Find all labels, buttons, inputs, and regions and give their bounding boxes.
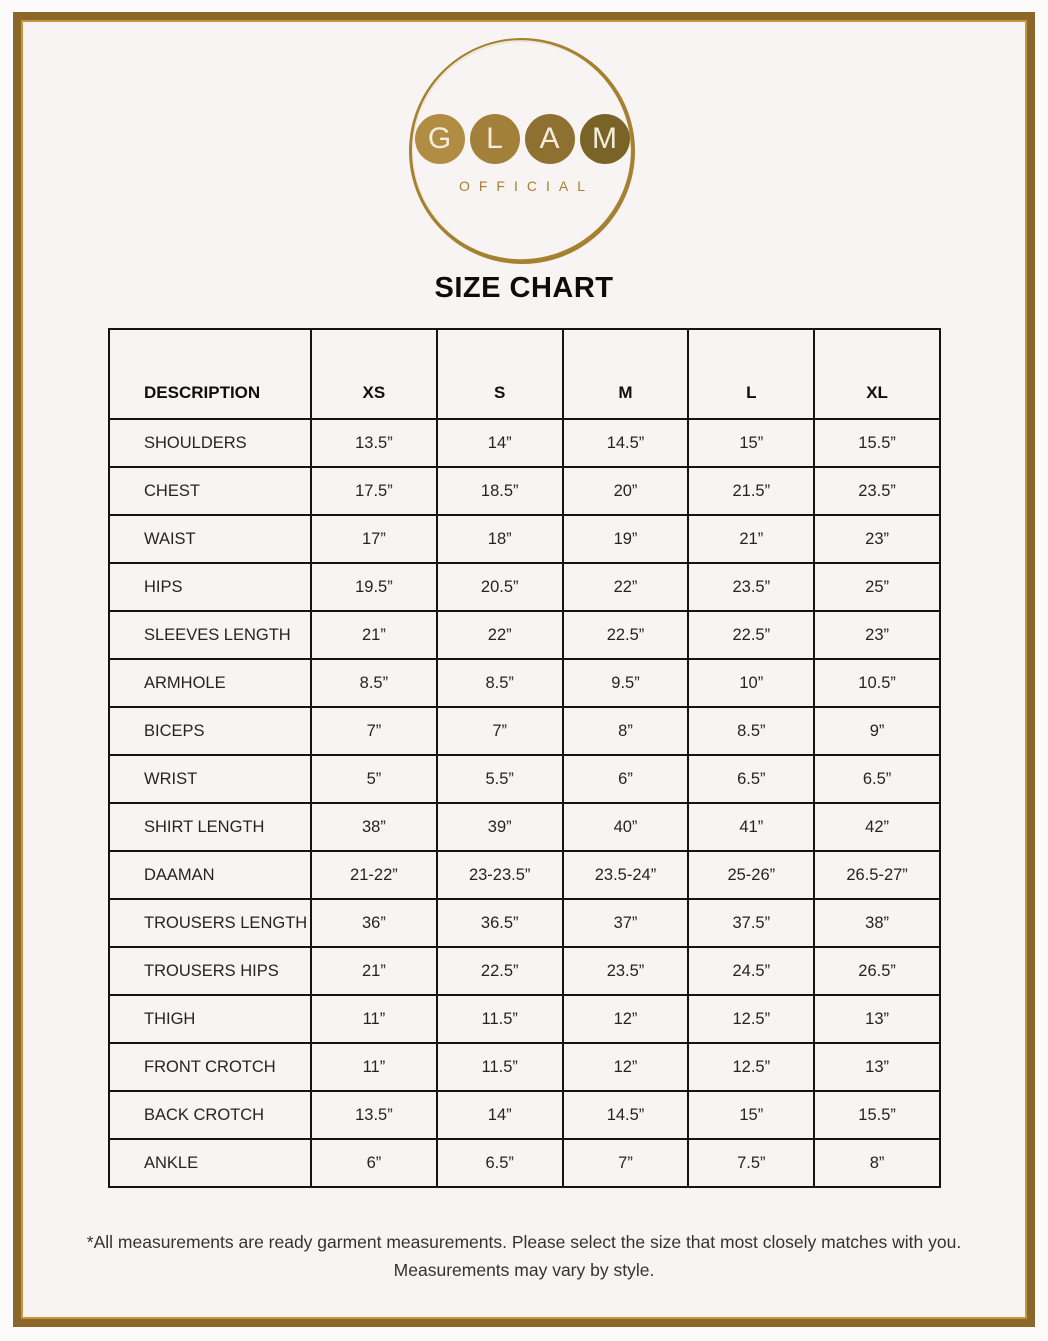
size-value: 6”: [311, 1139, 437, 1187]
size-value: 21.5”: [688, 467, 814, 515]
size-value: 11.5”: [437, 995, 563, 1043]
size-value: 9.5”: [563, 659, 689, 707]
size-value: 21”: [311, 611, 437, 659]
row-label: DAAMAN: [109, 851, 311, 899]
size-value: 12.5”: [688, 1043, 814, 1091]
size-value: 19”: [563, 515, 689, 563]
size-value: 23.5”: [814, 467, 940, 515]
size-value: 37”: [563, 899, 689, 947]
logo-letter-circle: L: [470, 114, 520, 164]
row-label: THIGH: [109, 995, 311, 1043]
size-value: 23”: [814, 611, 940, 659]
size-value: 13”: [814, 1043, 940, 1091]
size-value: 8”: [563, 707, 689, 755]
logo-letter-circle: A: [525, 114, 575, 164]
size-value: 10.5”: [814, 659, 940, 707]
size-value: 23.5-24”: [563, 851, 689, 899]
size-value: 21”: [311, 947, 437, 995]
size-value: 14”: [437, 419, 563, 467]
size-value: 9”: [814, 707, 940, 755]
size-value: 26.5”: [814, 947, 940, 995]
column-header-description: DESCRIPTION: [109, 329, 311, 419]
size-value: 26.5-27”: [814, 851, 940, 899]
size-value: 39”: [437, 803, 563, 851]
size-value: 23”: [814, 515, 940, 563]
logo-letters-row: [409, 114, 635, 164]
size-value: 12.5”: [688, 995, 814, 1043]
footer-line-2: Measurements may vary by style.: [393, 1260, 655, 1280]
row-label: CHEST: [109, 467, 311, 515]
row-label: WRIST: [109, 755, 311, 803]
size-value: 22”: [563, 563, 689, 611]
row-label: SHIRT LENGTH: [109, 803, 311, 851]
column-header-m: M: [563, 329, 689, 419]
table-row: [109, 563, 940, 611]
column-header-l: L: [688, 329, 814, 419]
size-value: 14”: [437, 1091, 563, 1139]
table-row: [109, 659, 940, 707]
size-value: 17”: [311, 515, 437, 563]
row-label: SHOULDERS: [109, 419, 311, 467]
table-row: [109, 515, 940, 563]
size-value: 41”: [688, 803, 814, 851]
size-value: 5.5”: [437, 755, 563, 803]
size-value: 38”: [814, 899, 940, 947]
row-label: SLEEVES LENGTH: [109, 611, 311, 659]
size-value: 20.5”: [437, 563, 563, 611]
footer-note: [0, 1228, 1048, 1284]
size-table-body: [109, 419, 940, 1187]
size-value: 21”: [688, 515, 814, 563]
size-value: 37.5”: [688, 899, 814, 947]
size-value: 13”: [814, 995, 940, 1043]
logo-letter-circle: M: [580, 114, 630, 164]
row-label: BACK CROTCH: [109, 1091, 311, 1139]
size-value: 42”: [814, 803, 940, 851]
size-value: 8.5”: [437, 659, 563, 707]
row-label: WAIST: [109, 515, 311, 563]
size-chart-table: [108, 328, 941, 1188]
row-label: HIPS: [109, 563, 311, 611]
size-value: 22.5”: [563, 611, 689, 659]
size-value: 17.5”: [311, 467, 437, 515]
size-value: 7”: [563, 1139, 689, 1187]
size-value: 25-26”: [688, 851, 814, 899]
size-value: 23.5”: [563, 947, 689, 995]
table-row: [109, 707, 940, 755]
table-row: [109, 1139, 940, 1187]
size-value: 7.5”: [688, 1139, 814, 1187]
table-row: [109, 1091, 940, 1139]
table-row: [109, 755, 940, 803]
footer-line-1: *All measurements are ready garment measurements. Please select the size that most closely matches with you.: [86, 1232, 962, 1252]
size-value: 36.5”: [437, 899, 563, 947]
size-value: 22”: [437, 611, 563, 659]
size-value: 19.5”: [311, 563, 437, 611]
table-row: [109, 851, 940, 899]
size-value: 25”: [814, 563, 940, 611]
size-value: 10”: [688, 659, 814, 707]
brand-logo: [409, 38, 635, 264]
size-value: 6.5”: [814, 755, 940, 803]
size-value: 15.5”: [814, 1091, 940, 1139]
size-value: 11”: [311, 1043, 437, 1091]
size-value: 11”: [311, 995, 437, 1043]
size-value: 15”: [688, 419, 814, 467]
size-value: 11.5”: [437, 1043, 563, 1091]
row-label: FRONT CROTCH: [109, 1043, 311, 1091]
size-value: 38”: [311, 803, 437, 851]
size-value: 21-22”: [311, 851, 437, 899]
size-value: 23-23.5”: [437, 851, 563, 899]
size-value: 12”: [563, 995, 689, 1043]
size-value: 22.5”: [437, 947, 563, 995]
size-value: 7”: [311, 707, 437, 755]
table-row: [109, 803, 940, 851]
size-value: 8.5”: [688, 707, 814, 755]
size-value: 8”: [814, 1139, 940, 1187]
size-value: 40”: [563, 803, 689, 851]
table-row: [109, 419, 940, 467]
size-value: 6.5”: [437, 1139, 563, 1187]
size-value: 20”: [563, 467, 689, 515]
size-value: 15”: [688, 1091, 814, 1139]
size-value: 7”: [437, 707, 563, 755]
size-value: 8.5”: [311, 659, 437, 707]
size-value: 23.5”: [688, 563, 814, 611]
row-label: BICEPS: [109, 707, 311, 755]
table-row: [109, 899, 940, 947]
size-value: 13.5”: [311, 1091, 437, 1139]
logo-letter-circle: G: [415, 114, 465, 164]
size-value: 18”: [437, 515, 563, 563]
table-header-row: [109, 329, 940, 419]
row-label: TROUSERS LENGTH: [109, 899, 311, 947]
size-value: 18.5”: [437, 467, 563, 515]
size-value: 14.5”: [563, 1091, 689, 1139]
table-row: [109, 995, 940, 1043]
size-value: 6”: [563, 755, 689, 803]
size-value: 22.5”: [688, 611, 814, 659]
size-value: 14.5”: [563, 419, 689, 467]
table-row: [109, 1043, 940, 1091]
size-value: 36”: [311, 899, 437, 947]
column-header-xl: XL: [814, 329, 940, 419]
table-row: [109, 611, 940, 659]
size-value: 6.5”: [688, 755, 814, 803]
row-label: ANKLE: [109, 1139, 311, 1187]
row-label: ARMHOLE: [109, 659, 311, 707]
size-value: 24.5”: [688, 947, 814, 995]
table-row: [109, 467, 940, 515]
row-label: TROUSERS HIPS: [109, 947, 311, 995]
size-value: 15.5”: [814, 419, 940, 467]
column-header-xs: XS: [311, 329, 437, 419]
column-header-s: S: [437, 329, 563, 419]
logo-subtitle: OFFICIAL: [458, 178, 594, 194]
size-value: 5”: [311, 755, 437, 803]
page-title: SIZE CHART: [434, 272, 614, 304]
table-row: [109, 947, 940, 995]
size-value: 13.5”: [311, 419, 437, 467]
size-value: 12”: [563, 1043, 689, 1091]
